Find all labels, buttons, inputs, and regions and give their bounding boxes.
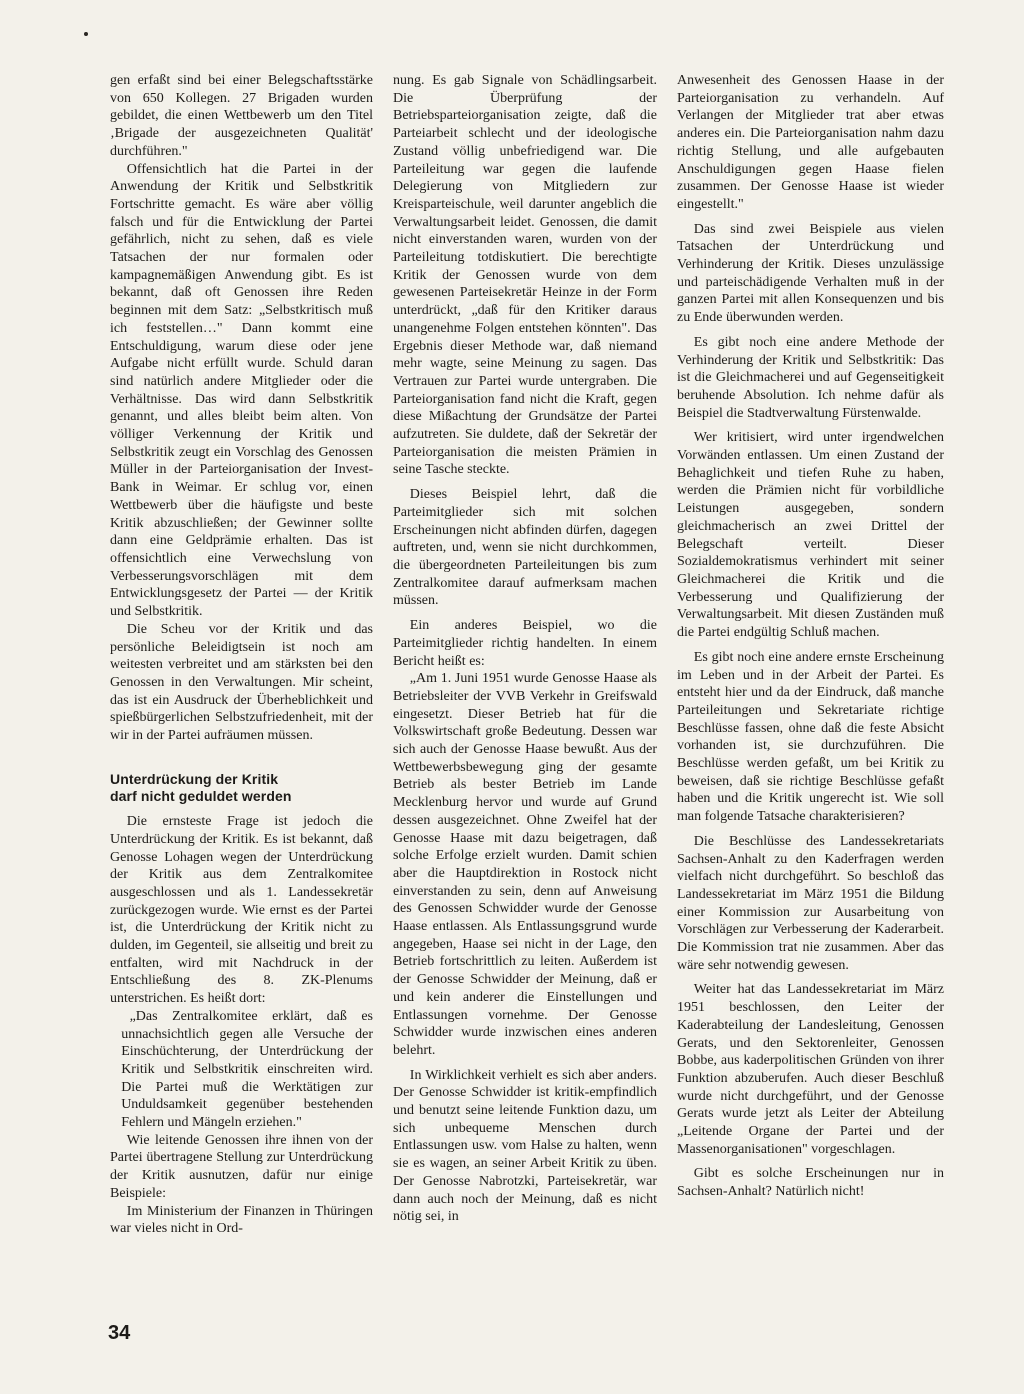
quote-paragraph: „Das Zentralkomitee erklärt, daß es unnachsichtlich gegen alle Versuche der Einschüchterung, der Unterdrückung der Kritik und Selbstkritik einschreiten wird. Die Partei muß die Werktätigen zur Unduldsamkeit gegenüber bestehenden Fehlern und Mängeln erziehen." <box>121 1008 373 1131</box>
paragraph: Wer kritisiert, wird unter irgendwelchen Vorwänden entlassen. Um einen Zustand der Behaglichkeit und tiefen Ruhe zu haben, werden die Prämien nicht für vorbildliche Leistungen ausgegeben, sondern gleichmacherisch an zwei Drittel der Belegschaft verteilt. Dieser Sozialdemokratismus verhindert mit seiner Gleichmacherei die Kritik und die Verbesserung und Qualifizierung der Verwaltungsarbeit. Mit diesen Zuständen muß die Partei endgültig Schluß machen. <box>677 430 944 641</box>
section-heading-line: Unterdrückung der Kritik <box>110 770 279 787</box>
paragraph: Offensichtlich hat die Partei in der Anwendung der Kritik und Selbstkritik Fortschritte gemacht. Es wäre aber völlig falsch und für die Entwicklung der Partei gefährlich, nicht zu sehen, daß es viele Tatsachen der nur formalen oder kampagnemäßigen Anwendung gibt. Es ist bekannt, daß oft Genossen ihre Reden beginnen mit dem Satz: „Selbstkritisch muß ich feststellen…" Dann kommt eine Entschuldigung, warum diese oder jene Aufgabe nicht erfüllt wurde. Schuld daran sind natürlich andere Mitglieder oder die Verhältnisse. Das wird dann Selbstkritik genannt, und alles bleibt beim alten. Von völliger Verkennung der Kritik und Selbstkritik zeugt ein Vorschlag des Genossen Müller in der Parteiorganisation der Invest-Bank in Weimar. Er schlug vor, einen Wettbewerb über die häufigste und beste Kritik abzuschließen; der Gewinner sollte dann eine Geldprämie erhalten. Das ist offensichtlich eine Verwechslung von Verbesserungsvorschlägen mit dem Entwicklungsgesetz der Partei — der Kritik und Selbstkritik. <box>110 161 373 620</box>
section-heading <box>110 771 373 806</box>
paragraph: nung. Es gab Signale von Schädlingsarbeit. Die Überprüfung der Betriebsparteiorganisation zeigte, daß die Parteiarbeit schlecht und der ideologische Zustand völlig unbefriedigend war. Die Parteileitung war gegen die laufende Delegierung von Mitgliedern zur Kreisparteischule, weil darunter angeblich die Verwaltungsarbeit leidet. Genossen, die damit nicht einverstanden waren, wurden von der Parteileitung totdiskutiert. Die berechtigte Kritik der Genossen wurde von dem gewesenen Parteisekretär Heinze in der Form unterdrückt, „daß für den Kritiker daraus unangenehme Folgen entstehen könnten". Das Ergebnis dieser Methode war, daß niemand mehr wagte, seine Meinung zu sagen. Das Vertrauen zur Partei wurde untergraben. Die Parteiorganisation fand nicht die Kraft, gegen diese Mißachtung der Grundsätze der Partei aufzutreten. Sie duldete, daß der Sekretär der Parteiorganisation die meisten Prämien in seine Tasche steckte. <box>393 73 657 478</box>
page-number: 34 <box>108 1322 131 1344</box>
paragraph: Das sind zwei Beispiele aus vielen Tatsachen der Unterdrückung und Verhinderung der Kritik. Dieses unzulässige und parteischädigende Verhalten muß in der ganzen Partei mit allen Konsequenzen und bis zu Ende überwunden werden. <box>677 221 944 326</box>
paragraph: Anwesenheit des Genossen Haase in der Parteiorganisation zu verhandeln. Auf Verlangen der Mitglieder trat aber etwas anderes ein. Die Parteiorganisation nahm dazu richtig Stellung, und alle aufgebauten Anschuldigungen gegen Haase fielen zusammen. Der Genosse Haase ist wieder eingestellt." <box>677 73 944 212</box>
paragraph: In Wirklichkeit verhielt es sich aber anders. Der Genosse Schwidder ist kritik-empfindlich und benutzt seine leitende Funktion dazu, um sich unbequeme Menschen durch Entlassungen usw. vom Halse zu halten, wenn sie es wagen, an seiner Arbeit Kritik zu üben. Der Genosse Nabrotzki, Parteisekretär, war dann auch noch der Meinung, daß es nicht nötig sei, in <box>393 1067 657 1225</box>
paragraph: Die Scheu vor der Kritik und das persönliche Beleidigtsein ist noch am weitesten verbreitet und am stärksten bei den Genossen in den Verwaltungen. Mir scheint, das ist ein Ausdruck der Überheblichkeit und spießbürgerlichen Selbstzufriedenheit, mit der wir in der Partei aufräumen müssen. <box>110 621 373 744</box>
paragraph: Es gibt noch eine andere ernste Erscheinung im Leben und in der Arbeit der Partei. Es entsteht hier und da der Eindruck, daß manche Parteileitungen und Sekretariate richtige Beschlüsse fassen, ohne daß die feste Absicht vorhanden ist, sie durchzuführen. Die Beschlüsse werden gefaßt, um bei Kritik zu beweisen, daß sie richtige Beschlüsse gefaßt haben und die Kritik ungerecht ist. Wie soll man folgende Tatsache charakterisieren? <box>677 649 944 825</box>
paragraph: Wie leitende Genossen ihre ihnen von der Partei übertragene Stellung zur Unterdrückung der Kritik ausnutzen, dafür nur einige Beispiele: <box>110 1132 373 1201</box>
column-right <box>677 72 944 1201</box>
paragraph: Weiter hat das Landessekretariat im März 1951 beschlossen, den Leiter der Kaderabteilung der Landesleitung, Genossen Gerats, und den Sektorenleiter, Genossen Bobbe, aus kaderpolitischen Gründen von ihrer Funktion abzuberufen. Auch dieser Beschluß wurde nicht durchgeführt, und der Genosse Gerats wurde jetzt als Leiter der Abteilung „Leitende Organe der Partei und der Massenorganisationen" vorgeschlagen. <box>677 982 944 1157</box>
paragraph: Gibt es solche Erscheinungen nur in Sachsen-Anhalt? Natürlich nicht! <box>677 1166 944 1200</box>
column-left <box>110 72 373 1238</box>
quote-paragraph: „Am 1. Juni 1951 wurde Genosse Haase als Betriebsleiter der VVB Verkehr in Greifswald eingesetzt. Dieser Betrieb hat für die Volkswirtschaft große Bedeutung. Dessen war sich auch der Genosse Haase bewußt. Aus der Wettbewerbsbewegung ging der gesamte Betrieb als bester Betrieb im Lande Mecklenburg hervor und wurde auf Grund dessen ausgezeichnet. Ohne Zweifel hat der Genosse Haase mit dazu beigetragen, daß solche Erfolge erzielt wurden. Damit schien aber die Hauptdirektion in Rostock nicht einverstanden zu sein, denn auf Anweisung des Genossen Schwidder wurde der Genosse Haase entlassen. Als Entlassungsgrund wurde angegeben, Haase sei nicht in der Lage, den Betrieb fortschrittlich zu leiten. Außerdem ist der Genosse Schwidder der Meinung, daß er und kein anderer die Einstellungen und Entlassungen vornehme. Der Genosse Schwidder wurde inzwischen eines anderen belehrt. <box>393 671 657 1058</box>
column-middle <box>393 72 657 1226</box>
paragraph: Dieses Beispiel lehrt, daß die Parteimitglieder sich mit solchen Erscheinungen nicht abfinden dürfen, dagegen auftreten, und, wenn sie nicht durchkommen, die übergeordneten Parteileitungen bis zum Zentralkomitee darauf aufmerksam machen müssen. <box>393 487 657 609</box>
paragraph: Es gibt noch eine andere Methode der Verhinderung der Kritik und Selbstkritik: Das ist die Gleichmacherei und auf Gegenseitigkeit beruhende Absolution. Ich nehme dafür als Beispiel die Stadtverwaltung Fürstenwalde. <box>677 334 944 421</box>
paragraph: Die Beschlüsse des Landessekretariats Sachsen-Anhalt zu den Kaderfragen werden vielfach nicht durchgeführt. So beschloß das Landessekretariat im März 1951 die Bildung einer Kommission zur Ausarbeitung von Vorschlägen zur Verbesserung der Kaderarbeit. Die Kommission trat nie zusammen. Aber das wäre sehr notwendig gewesen. <box>677 833 944 973</box>
paragraph: Ein anderes Beispiel, wo die Parteimitglieder richtig handelten. In einem Bericht heißt es: <box>393 618 657 669</box>
scan-speck <box>84 32 88 36</box>
paragraph: gen erfaßt sind bei einer Belegschaftsstärke von 650 Kollegen. 27 Brigaden wurden gebildet, die einen Wettbewerb um den Titel ‚Brigade der ausgezeichneten Qualität' durchführen." <box>110 73 373 159</box>
paragraph: Die ernsteste Frage ist jedoch die Unterdrückung der Kritik. Es ist bekannt, daß Genosse Lohagen wegen der Unterdrückung der Kritik aus dem Zentralkomitee ausgeschlossen und als 1. Landessekretär zurückgezogen wurde. Wie ernst es der Partei ist, die Unterdrückung der Kritik nicht zu dulden, im Gegenteil, sie allseitig und breit zu entfalten, wird mit Nachdruck in der Entschließung des 8. ZK-Plenums unterstrichen. Es heißt dort: <box>110 814 373 1007</box>
section-heading-line: darf nicht geduldet werden <box>110 788 292 805</box>
paragraph: Im Ministerium der Finanzen in Thüringen war vieles nicht in Ord- <box>110 1203 373 1237</box>
